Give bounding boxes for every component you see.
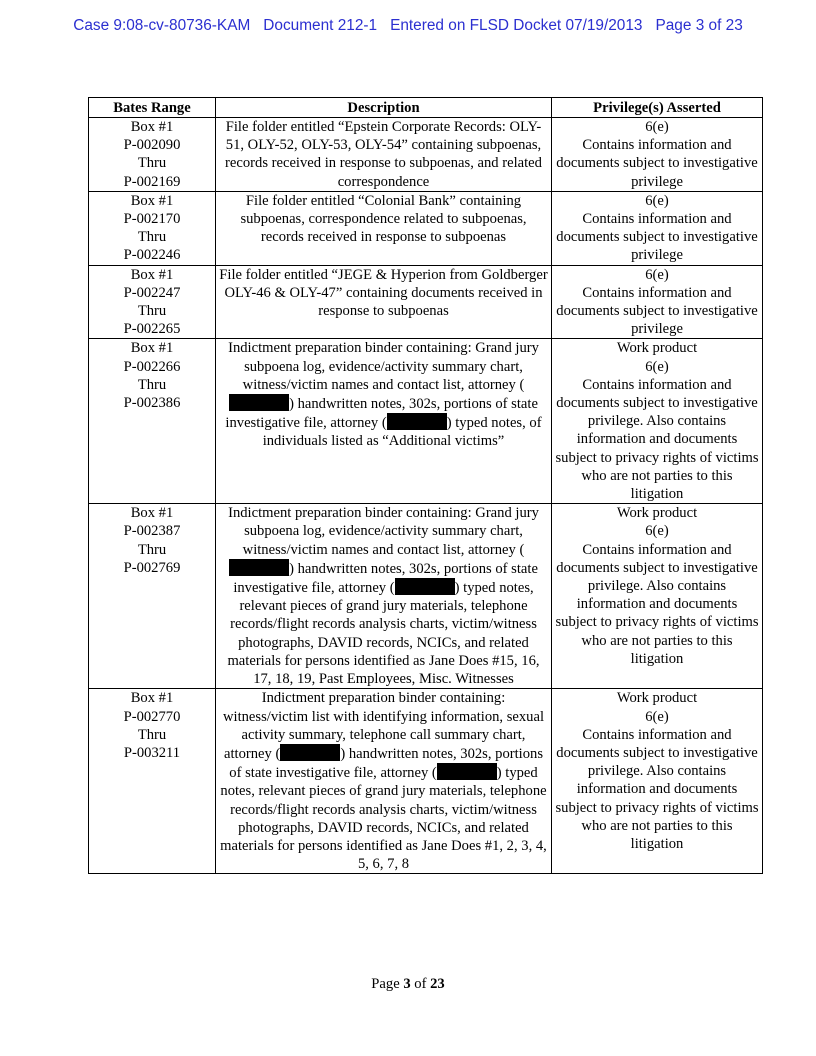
privilege-log-table xyxy=(88,97,763,874)
bates-end: P-002246 xyxy=(123,247,181,264)
column-header-description: Description xyxy=(216,98,552,118)
description-text: Indictment preparation binder containing: Grand jury subpoena log, evidence/activity summary chart, witness/victim names and contact list, attorney ( xyxy=(228,340,539,393)
footer-current-page: 3 xyxy=(403,976,411,992)
bates-range-cell xyxy=(89,118,216,192)
bates-end: P-002769 xyxy=(123,559,181,576)
box-number: Box #1 xyxy=(130,505,174,522)
bates-end: P-002169 xyxy=(123,173,181,190)
bates-thru: Thru xyxy=(137,726,167,743)
description-text: ) handwritten notes, 302s, portions of state investigative file, attorney ( xyxy=(233,560,538,597)
footer-of: of xyxy=(410,976,431,992)
table-header-row xyxy=(89,98,763,118)
privilege-line: Contains information and documents subject to investigative privilege xyxy=(556,137,758,190)
privilege-line: Contains information and documents subject to investigative privilege. Also contains information and documents subject to privacy rights of victims who are not parties to this litigation xyxy=(555,376,759,503)
bates-start: P-002170 xyxy=(123,211,181,228)
bates-start: P-002770 xyxy=(123,708,181,725)
page-footer xyxy=(0,976,816,993)
bates-end: P-002386 xyxy=(123,395,181,412)
privilege-line: 6(e) xyxy=(645,708,669,725)
column-header-privilege: Privilege(s) Asserted xyxy=(552,98,763,118)
privilege-cell xyxy=(552,504,763,689)
docket-header xyxy=(0,17,816,35)
bates-range-cell xyxy=(89,191,216,265)
privilege-line: Contains information and documents subject to investigative privilege xyxy=(556,211,758,264)
box-number: Box #1 xyxy=(130,192,174,209)
table-row xyxy=(89,265,763,339)
bates-range-cell xyxy=(89,504,216,689)
table-row xyxy=(89,191,763,265)
privilege-line: 6(e) xyxy=(645,266,669,283)
redaction-box xyxy=(229,559,289,576)
table-row xyxy=(89,504,763,689)
box-number: Box #1 xyxy=(130,690,174,707)
privilege-line: 6(e) xyxy=(645,523,669,540)
bates-end: P-003211 xyxy=(123,744,181,761)
privilege-line: 6(e) xyxy=(645,119,669,135)
box-number: Box #1 xyxy=(130,266,174,283)
privilege-cell xyxy=(552,265,763,339)
table-row xyxy=(89,339,763,504)
description-cell xyxy=(216,339,552,504)
privilege-line: Work product xyxy=(616,340,698,357)
privilege-line: Work product xyxy=(616,690,698,707)
description-text: Indictment preparation binder containing: Grand jury subpoena log, evidence/activity summary chart, witness/victim names and contact list, attorney ( xyxy=(228,505,539,558)
bates-start: P-002247 xyxy=(123,284,181,301)
bates-range-cell xyxy=(89,339,216,504)
bates-thru: Thru xyxy=(137,229,167,246)
bates-range-cell xyxy=(89,689,216,874)
description-cell xyxy=(216,689,552,874)
privilege-line: 6(e) xyxy=(645,192,669,209)
privilege-cell xyxy=(552,689,763,874)
column-header-bates-range: Bates Range xyxy=(89,98,216,118)
privilege-cell xyxy=(552,339,763,504)
description-text: File folder entitled “Colonial Bank” containing subpoenas, correspondence related to subpoenas, records received in response to subpoenas xyxy=(240,192,527,246)
bates-thru: Thru xyxy=(137,541,167,558)
footer-total-pages: 23 xyxy=(430,976,445,992)
description-text: ) typed notes, of individuals listed as “Additional victims” xyxy=(262,415,542,450)
redaction-box xyxy=(437,763,497,780)
redaction-box xyxy=(280,744,340,761)
redaction-box xyxy=(395,578,455,595)
privilege-line: Contains information and documents subject to investigative privilege. Also contains information and documents subject to privacy rights of victims who are not parties to this litigation xyxy=(555,541,759,667)
table-row xyxy=(89,118,763,192)
description-text: File folder entitled “JEGE & Hyperion from Goldberger OLY-46 & OLY-47” containing documents received in response to subpoenas xyxy=(219,266,548,320)
bates-start: P-002387 xyxy=(123,523,181,540)
footer-prefix: Page xyxy=(371,976,404,992)
bates-start: P-002266 xyxy=(123,358,181,375)
box-number: Box #1 xyxy=(130,340,174,357)
description-cell xyxy=(216,191,552,265)
description-cell xyxy=(216,504,552,689)
document-number: Document 212-1 xyxy=(263,17,378,34)
bates-end: P-002265 xyxy=(123,321,181,338)
case-number: Case 9:08-cv-80736-KAM xyxy=(73,17,251,34)
privilege-line: 6(e) xyxy=(645,358,669,375)
redaction-box xyxy=(229,394,289,411)
privilege-line: Contains information and documents subject to investigative privilege. Also contains information and documents subject to privacy rights of victims who are not parties to this litigation xyxy=(555,726,759,852)
description-text: ) handwritten notes, 302s, portions of state investigative file, attorney ( xyxy=(225,396,538,432)
description-text: ) typed notes, relevant pieces of grand jury materials, telephone records/flight records analysis charts, victim/witness photographs, DAVID records, NCICs, and related materials for persons identified as Jane Does #1, 2, 3, 4, 5, 6, 7, 8 xyxy=(220,765,547,873)
description-cell xyxy=(216,118,552,192)
description-text: ) typed notes, relevant pieces of grand jury materials, telephone records/flight records analysis charts, victim/witness photographs, DAVID records, NCICs, and related materials for persons identified as Jane Does #15, 16, 17, 18, 19, Past Employees, Misc. Witnesses xyxy=(227,580,540,688)
bates-start: P-002090 xyxy=(123,137,181,154)
box-number: Box #1 xyxy=(130,119,174,135)
bates-thru: Thru xyxy=(137,303,167,320)
privilege-cell xyxy=(552,191,763,265)
bates-range-cell xyxy=(89,265,216,339)
bates-thru: Thru xyxy=(137,376,167,393)
privilege-line: Work product xyxy=(616,505,698,522)
header-page-number: Page 3 of 23 xyxy=(655,17,743,34)
privilege-line: Contains information and documents subject to investigative privilege xyxy=(556,284,758,338)
description-text: Indictment preparation binder containing: witness/victim list with identifying information, sexual activity summary, telephone call summary chart, attorney ( xyxy=(222,690,545,762)
description-text: File folder entitled “Epstein Corporate Records: OLY-51, OLY-52, OLY-53, OLY-54” containing subpoenas, records received in response to subpoenas, and related correspondence xyxy=(225,119,542,190)
entered-date: Entered on FLSD Docket 07/19/2013 xyxy=(390,17,643,34)
redaction-box xyxy=(387,413,447,430)
bates-thru: Thru xyxy=(137,155,167,172)
table-row xyxy=(89,689,763,874)
description-text: ) handwritten notes, 302s, portions of state investigative file, attorney ( xyxy=(229,745,543,782)
description-cell xyxy=(216,265,552,339)
privilege-cell xyxy=(552,118,763,192)
